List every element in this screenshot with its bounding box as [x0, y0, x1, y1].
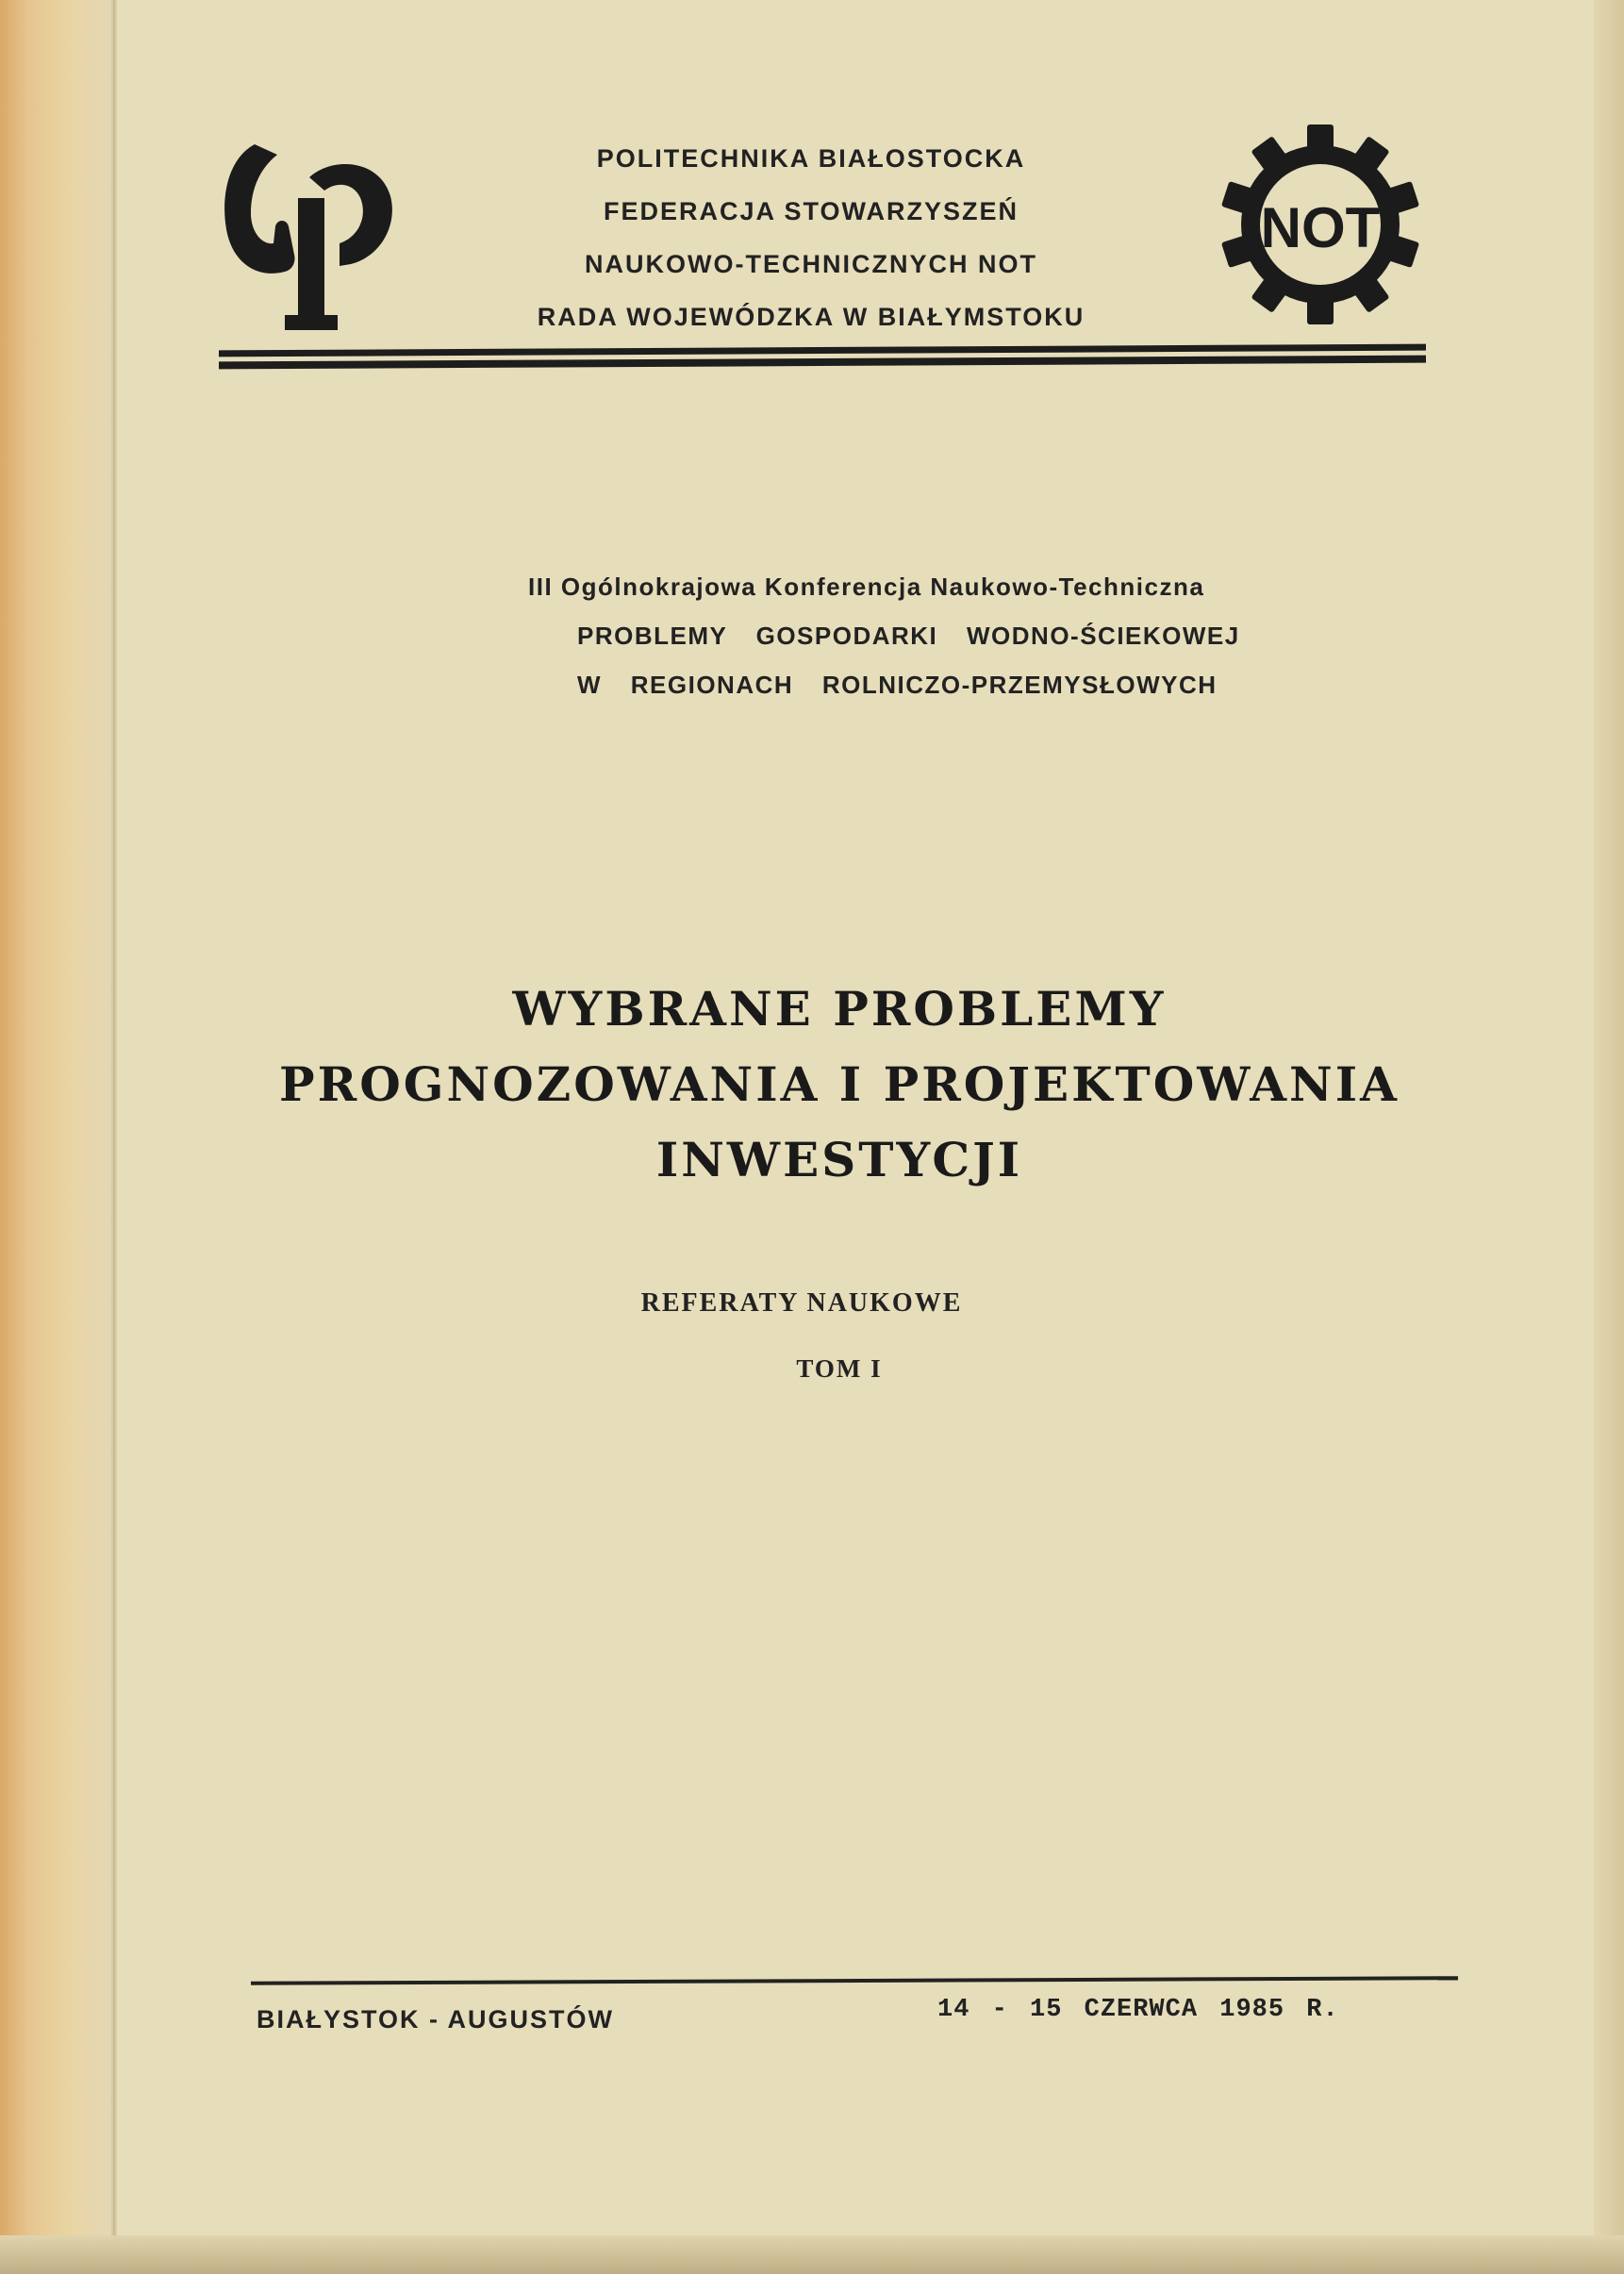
title-line: INWESTYCJI — [655, 1132, 1023, 1187]
conference-theme-line: W REGIONACH ROLNICZO-PRZEMYSŁOWYCH — [577, 671, 1218, 699]
book-spine — [0, 0, 115, 2274]
page-bottom-edge — [0, 2235, 1624, 2274]
page-edge — [1594, 0, 1624, 2274]
not-gear-logo-icon — [1217, 121, 1424, 328]
title-line: WYBRANE PROBLEMY — [512, 981, 1167, 1037]
publisher-header — [434, 132, 1188, 343]
title-line: PROGNOZOWANIA I PROJEKTOWANIA — [279, 1056, 1400, 1112]
book-title — [189, 971, 1490, 1198]
publication-kind: REFERATY NAUKOWE — [640, 1288, 963, 1318]
header-line: NAUKOWO-TECHNICZNYCH NOT — [585, 250, 1037, 278]
header-double-rule — [219, 347, 1426, 366]
footer-date: 14 - 15 CZERWCA 1985 R. — [937, 1996, 1339, 2024]
volume-label: TOM I — [796, 1354, 883, 1383]
spine-fold — [111, 0, 117, 2274]
header-line: POLITECHNIKA BIAŁOSTOCKA — [596, 144, 1026, 173]
header-line: RADA WOJEWÓDZKA W BIAŁYMSTOKU — [537, 303, 1085, 331]
footer-place: BIAŁYSTOK - AUGUSTÓW — [257, 2005, 614, 2033]
conference-theme-line: PROBLEMY GOSPODARKI WODNO-ŚCIEKOWEJ — [577, 622, 1240, 650]
conference-info — [528, 562, 1433, 709]
conference-name: III Ogólnokrajowa Konferencja Naukowo-Techniczna — [528, 573, 1205, 601]
header-line: FEDERACJA STOWARZYSZEŃ — [603, 197, 1019, 225]
footer-rule — [251, 1976, 1458, 1985]
not-logo-text: NOT — [1260, 196, 1381, 259]
politechnika-bialostocka-logo-icon — [219, 140, 398, 338]
